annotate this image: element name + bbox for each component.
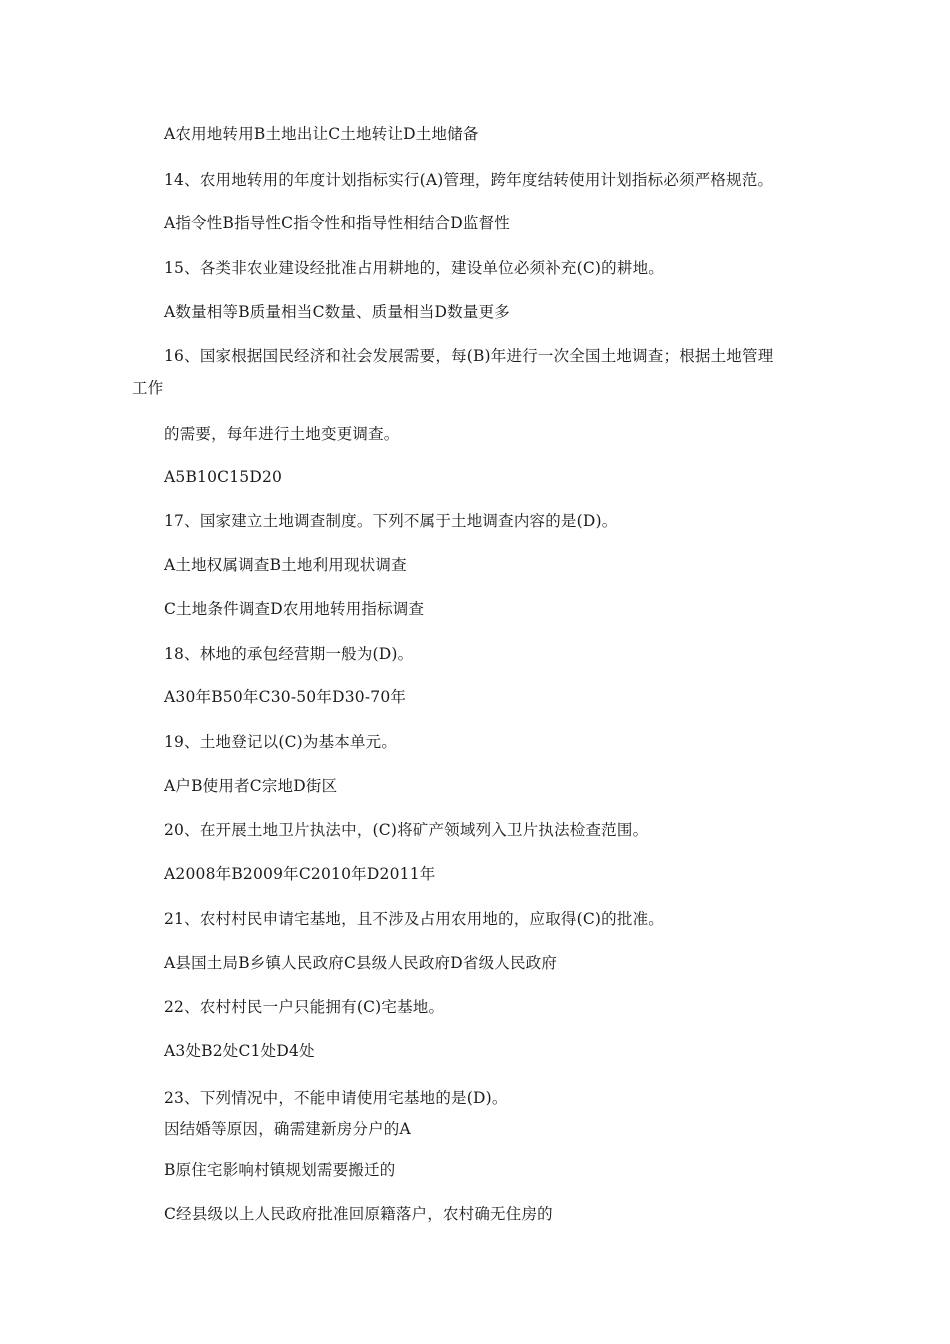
answer-options-17-a-b: A土地权属调查B土地利用现状调查 xyxy=(164,556,407,574)
question-18: 18、林地的承包经营期一般为(D)。 xyxy=(164,645,414,663)
answer-options-21: A县国土局B乡镇人民政府C县级人民政府D省级人民政府 xyxy=(164,954,558,972)
answer-option-23-a: 因结婚等原因，确需建新房分户的A xyxy=(164,1120,411,1138)
question-20: 20、在开展土地卫片执法中，(C)将矿产领域列入卫片执法检查范围。 xyxy=(164,821,649,839)
question-14: 14、农用地转用的年度计划指标实行(A)管理，跨年度结转使用计划指标必须严格规范。 xyxy=(164,171,774,189)
question-15: 15、各类非农业建设经批准占用耕地的，建设单位必须补充(C)的耕地。 xyxy=(164,259,664,277)
question-22: 22、农村村民一户只能拥有(C)宅基地。 xyxy=(164,998,445,1016)
question-23: 23、下列情况中，不能申请使用宅基地的是(D)。 xyxy=(164,1089,508,1107)
answer-options-19: A户B使用者C宗地D街区 xyxy=(164,777,338,795)
answer-options-22: A3处B2处C1处D4处 xyxy=(164,1042,315,1060)
answer-option-23-c: C经县级以上人民政府批准回原籍落户，农村确无住房的 xyxy=(164,1205,553,1223)
answer-option-23-b: B原住宅影响村镇规划需要搬迁的 xyxy=(164,1161,396,1179)
question-17: 17、国家建立土地调查制度。下列不属于土地调查内容的是(D)。 xyxy=(164,512,618,530)
answer-options-17-c-d: C土地条件调查D农用地转用指标调查 xyxy=(164,600,425,618)
question-16: 16、国家根据国民经济和社会发展需要，每(B)年进行一次全国土地调查；根据土地管理 xyxy=(164,347,774,365)
answer-options-16: A5B10C15D20 xyxy=(164,468,283,486)
answer-options-14: A指令性B指导性C指令性和指导性相结合D监督性 xyxy=(164,214,510,232)
question-21: 21、农村村民申请宅基地，且不涉及占用农用地的，应取得(C)的批准。 xyxy=(164,910,664,928)
question-19: 19、土地登记以(C)为基本单元。 xyxy=(164,733,398,751)
answer-options-15: A数量相等B质量相当C数量、质量相当D数量更多 xyxy=(164,303,510,321)
answer-options-20: A2008年B2009年C2010年D2011年 xyxy=(164,865,436,883)
answer-options-13: A农用地转用B土地出让C土地转让D土地储备 xyxy=(164,125,479,143)
answer-options-18: A30年B50年C30-50年D30-70年 xyxy=(164,688,407,706)
question-16-continuation-1: 工作 xyxy=(132,379,164,397)
question-16-continuation-2: 的需要，每年进行土地变更调查。 xyxy=(164,425,400,443)
